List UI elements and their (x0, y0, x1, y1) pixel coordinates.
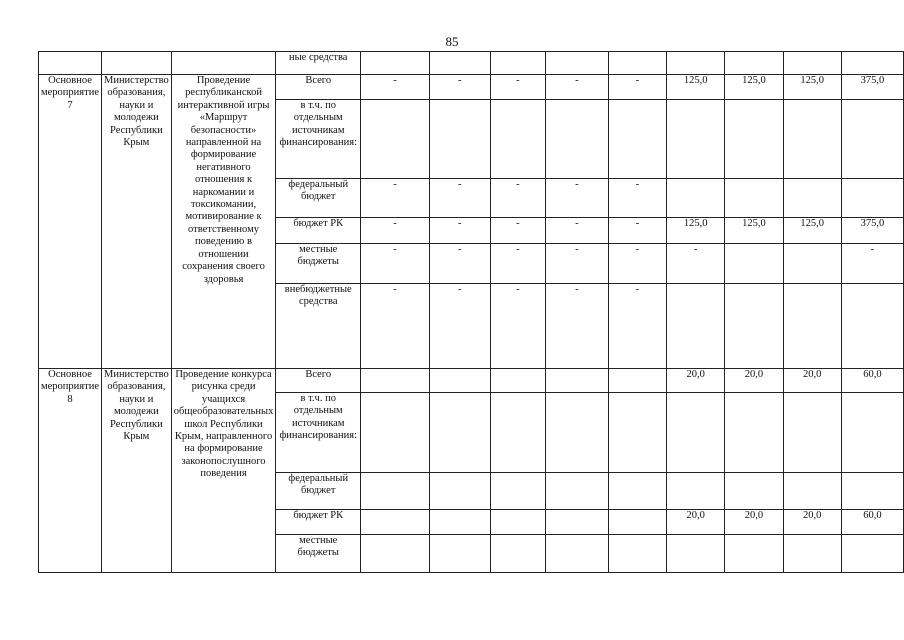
activity-title: Основное мероприятие 8 (39, 369, 102, 573)
value-cell: 125,0 (666, 75, 724, 100)
table-row (39, 369, 904, 393)
source-label: Всего (276, 75, 361, 100)
value-cell: 20,0 (725, 510, 783, 535)
source-label: местные бюджеты (276, 244, 361, 284)
funding-table (38, 51, 904, 573)
dash-cell: - (545, 179, 608, 218)
activity-executor: Министерство образования, науки и молодежи Республики Крым (101, 75, 171, 369)
source-label: федеральный бюджет (276, 473, 361, 510)
dash-cell: - (666, 244, 724, 284)
dash-cell: - (490, 179, 545, 218)
value-cell: 60,0 (841, 369, 903, 393)
dash-cell: - (429, 244, 490, 284)
activity-name: Проведение республиканской интерактивной игры «Маршрут безопасности» направленной на формирование негативного отношения к наркомании и токсикомании, мотивирование к ответственному поведению в отношении сохранения своего здоровья (171, 75, 276, 369)
value-cell: 20,0 (725, 369, 783, 393)
dash-cell: - (608, 75, 666, 100)
value-cell: 125,0 (783, 218, 841, 244)
dash-cell: - (361, 244, 430, 284)
value-cell: 20,0 (666, 369, 724, 393)
dash-cell: - (841, 244, 903, 284)
dash-cell: - (361, 179, 430, 218)
source-label: в т.ч. по отдельным источникам финансирования: (276, 100, 361, 179)
dash-cell: - (429, 218, 490, 244)
source-label: в т.ч. по отдельным источникам финансирования: (276, 393, 361, 473)
dash-cell: - (545, 75, 608, 100)
dash-cell: - (429, 75, 490, 100)
value-cell: 125,0 (783, 75, 841, 100)
dash-cell: - (608, 244, 666, 284)
value-cell: 20,0 (666, 510, 724, 535)
dash-cell: - (490, 244, 545, 284)
dash-cell: - (608, 218, 666, 244)
value-cell: 125,0 (725, 75, 783, 100)
page-number: 85 (445, 34, 459, 49)
dash-cell: - (608, 179, 666, 218)
table-row (39, 75, 904, 100)
value-cell: 60,0 (841, 510, 903, 535)
dash-cell: - (361, 75, 430, 100)
dash-cell: - (490, 75, 545, 100)
table-row (39, 52, 904, 75)
dash-cell: - (545, 284, 608, 369)
dash-cell: - (545, 218, 608, 244)
dash-cell: - (429, 179, 490, 218)
dash-cell: - (429, 284, 490, 369)
value-cell: 20,0 (783, 369, 841, 393)
source-label: местные бюджеты (276, 535, 361, 573)
value-cell: 125,0 (666, 218, 724, 244)
source-label: Всего (276, 369, 361, 393)
activity-title: Основное мероприятие 7 (39, 75, 102, 369)
source-label: ные средства (276, 52, 361, 75)
dash-cell: - (490, 218, 545, 244)
dash-cell: - (490, 284, 545, 369)
value-cell: 125,0 (725, 218, 783, 244)
activity-name: Проведение конкурса рисунка среди учащихся общеобразовательных школ Республики Крым, направленного на формирование законопослушного поведения (171, 369, 276, 573)
dash-cell: - (608, 284, 666, 369)
dash-cell: - (361, 218, 430, 244)
dash-cell: - (361, 284, 430, 369)
source-label: бюджет РК (276, 510, 361, 535)
value-cell: 375,0 (841, 75, 903, 100)
value-cell: 375,0 (841, 218, 903, 244)
value-cell: 20,0 (783, 510, 841, 535)
source-label: бюджет РК (276, 218, 361, 244)
dash-cell: - (545, 244, 608, 284)
source-label: внебюджетные средства (276, 284, 361, 369)
source-label: федеральный бюджет (276, 179, 361, 218)
activity-executor: Министерство образования, науки и молодежи Республики Крым (101, 369, 171, 573)
